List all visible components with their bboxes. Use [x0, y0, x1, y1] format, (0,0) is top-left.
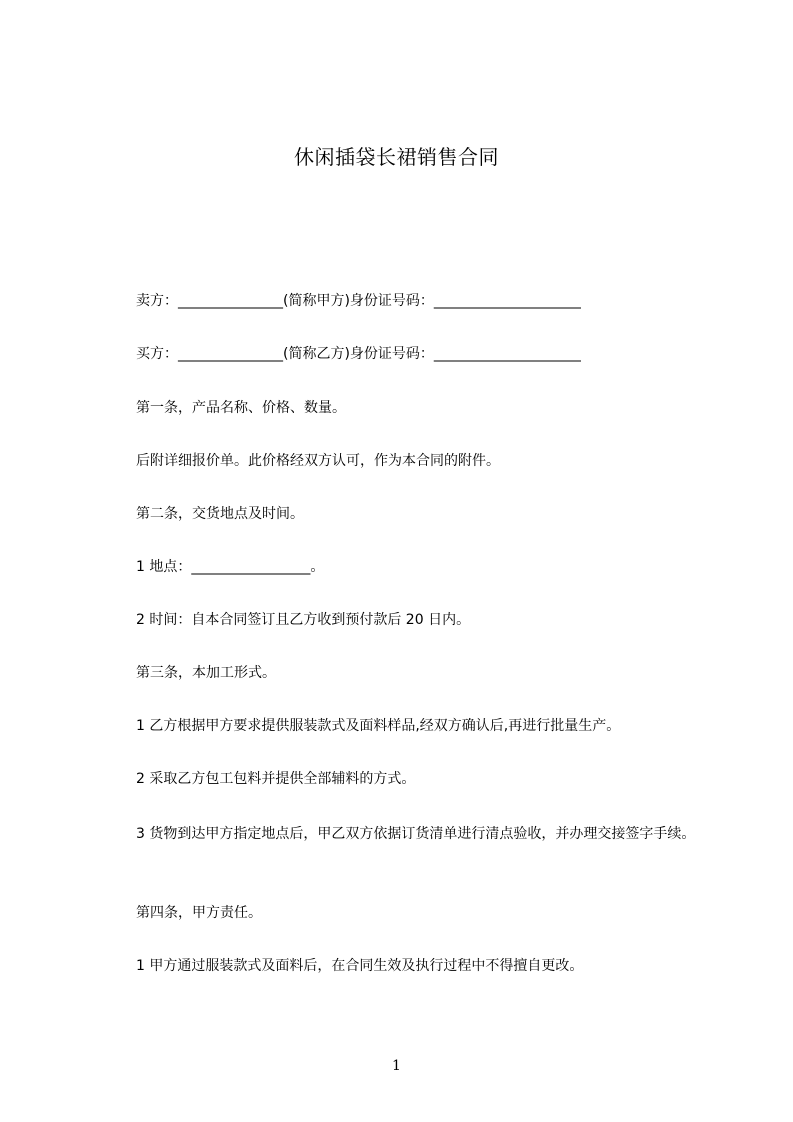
- page-number: 1: [392, 1058, 401, 1074]
- article-3-item-3: 3 货物到达甲方指定地点后，甲乙双方依据订货清单进行清点验收，并办理交接签字手续。: [136, 826, 696, 842]
- article-4-item-1: 1 甲方通过服装款式及面料后，在合同生效及执行过程中不得擅自更改。: [136, 958, 584, 974]
- article-3-item-1: 1 乙方根据甲方要求提供服装款式及面料样品,经双方确认后,再进行批量生产。: [136, 718, 621, 734]
- document-title: 休闲插袋长裙销售合同: [294, 145, 499, 169]
- article-2-item-2: 2 时间：自本合同签订且乙方收到预付款后 20 日内。: [136, 612, 471, 628]
- article-1-text: 后附详细报价单。此价格经双方认可，作为本合同的附件。: [136, 453, 500, 469]
- article-3-heading: 第三条，本加工形式。: [136, 665, 276, 681]
- article-2-item-1: 1 地点：_________________。: [136, 559, 325, 575]
- article-4-heading: 第四条，甲方责任。: [136, 905, 262, 921]
- seller-line: 卖方：_______________(简称甲方)身份证号码：_____________________: [136, 293, 581, 309]
- article-2-heading: 第二条，交货地点及时间。: [136, 506, 304, 522]
- article-1-heading: 第一条，产品名称、价格、数量。: [136, 400, 346, 416]
- buyer-line: 买方：_______________(简称乙方)身份证号码：_____________________: [136, 346, 581, 362]
- article-3-item-2: 2 采取乙方包工包料并提供全部辅料的方式。: [136, 771, 416, 787]
